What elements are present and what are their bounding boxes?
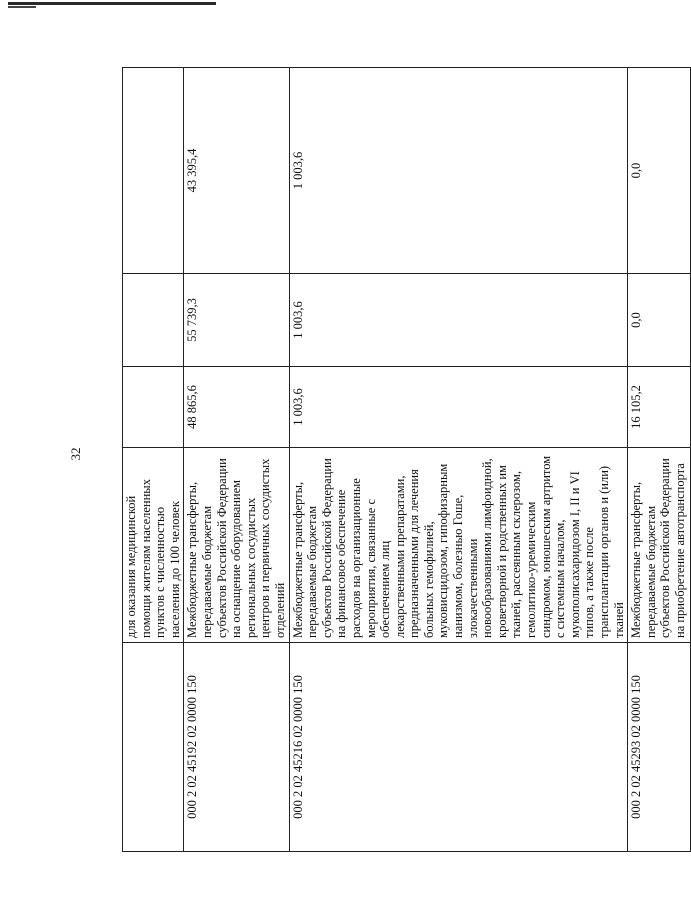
value-cell-year1: 48 865,6 — [184, 367, 289, 448]
page-number: 32 — [68, 447, 83, 461]
description-cell: для оказания медицинской помощи жителям населенных пунктов с численностью населения до 100 человек — [123, 448, 184, 643]
value-cell-year2: 0,0 — [628, 274, 691, 367]
code-cell: 000 2 02 45192 02 0000 150 — [184, 643, 289, 852]
value-cell-year1: 16 105,2 — [628, 367, 691, 448]
table-row — [123, 68, 184, 852]
table-row — [184, 68, 289, 852]
scan-artifact-line — [8, 6, 36, 8]
value-cell-year2: 1 003,6 — [289, 274, 628, 367]
value-cell-year2: 55 739,3 — [184, 274, 289, 367]
table-row — [628, 68, 691, 852]
code-cell: 000 2 02 45293 02 0000 150 — [628, 643, 691, 852]
value-cell-year1 — [123, 367, 184, 448]
value-cell-year3: 1 003,6 — [289, 68, 628, 274]
code-cell — [123, 643, 184, 852]
rotated-page-content — [122, 68, 687, 852]
value-cell-year3: 0,0 — [628, 68, 691, 274]
value-cell-year3 — [123, 68, 184, 274]
scan-artifact-line — [8, 2, 216, 5]
budget-table — [122, 67, 691, 852]
table-row — [289, 68, 628, 852]
value-cell-year1: 1 003,6 — [289, 367, 628, 448]
value-cell-year2 — [123, 274, 184, 367]
description-cell: Межбюджетные трансферты, передаваемые бюджетам субъектов Российской Федерации на оснащение оборудованием региональных сосудистых центров и первичных сосудистых отделений — [184, 448, 289, 643]
description-cell: Межбюджетные трансферты, передаваемые бюджетам субъектов Российской Федерации на приобретение автотранспорта — [628, 448, 691, 643]
value-cell-year3: 43 395,4 — [184, 68, 289, 274]
code-cell: 000 2 02 45216 02 0000 150 — [289, 643, 628, 852]
description-cell: Межбюджетные трансферты, передаваемые бюджетам субъектов Российской Федерации на финансовое обеспечение расходов на организационные мероприятия, связанные с обеспечением лиц лекарственными препаратами, предназначенными для лечения больных гемофилией, муковисцидозом, гипофизарным нанизмом, болезнью Гоше, злокачественными новообразованиями лимфоидной, кроветворной и родственных им тканей, рассеянным склерозом, гемолитико-уремическим синдромом, юношеским артритом с системным началом, мукополисахаридозом I, II и VI типов, а также после трансплантации органов и (или) тканей — [289, 448, 628, 643]
